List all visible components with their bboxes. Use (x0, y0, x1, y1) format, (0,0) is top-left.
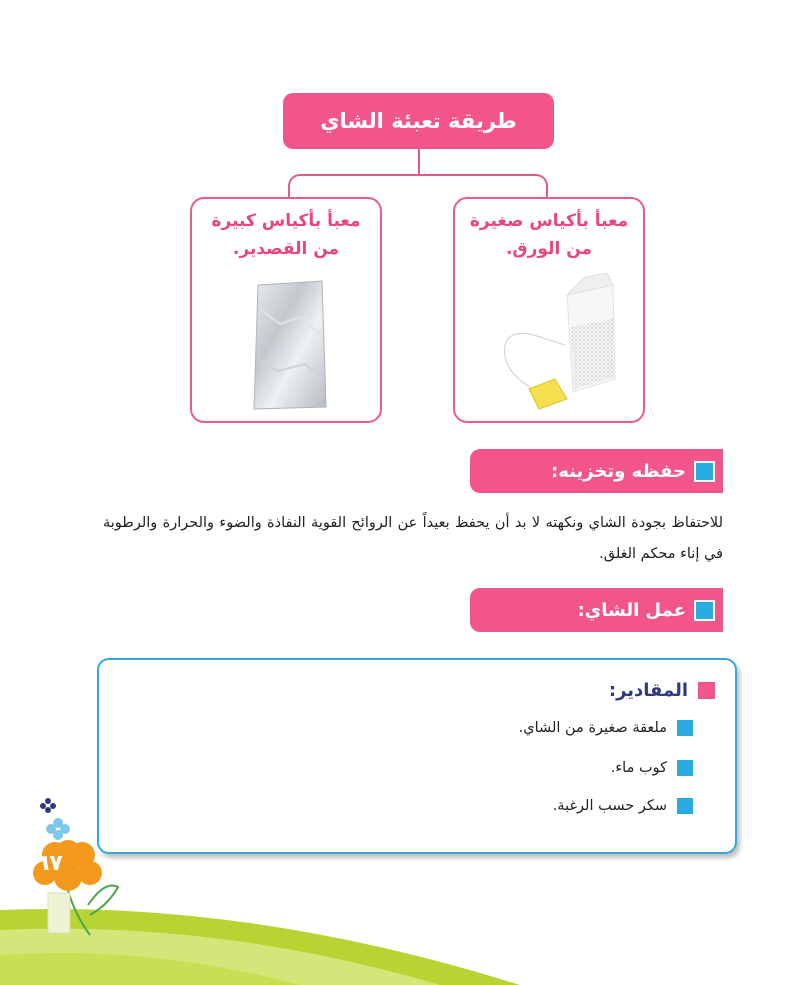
large-foil-bag-box (190, 197, 382, 423)
bullet-square-icon (694, 600, 715, 621)
diagram-title: طريقة تعبئة الشاي (283, 93, 554, 149)
storage-heading-bar (470, 449, 723, 493)
making-heading: عمل الشاي: (577, 599, 686, 621)
small-bag-label-line2: من الورق. (505, 239, 593, 259)
bullet-square-icon (694, 461, 715, 482)
small-bag-label (455, 207, 643, 263)
large-bag-label-line2: من القصدير. (232, 239, 340, 259)
ingredient-item (519, 720, 693, 736)
storage-paragraph: للاحتفاظ بجودة الشاي ونكهته لا بد أن يحفظ بعيداً عن الروائح القوية النفاذة والضوء والحرارة والرطوبة في إناء محكم الغلق. (103, 515, 723, 562)
blue-bullet-icon (677, 760, 693, 776)
ingredients-title-row (609, 680, 715, 701)
blue-bullet-icon (677, 798, 693, 814)
connector-branch (288, 174, 548, 198)
connector-vertical (418, 149, 420, 175)
foil-bag-image (250, 279, 330, 414)
large-bag-label-line1: معبأ بأكياس كبيرة (211, 211, 361, 231)
ingredient-text: كوب ماء. (610, 760, 667, 776)
small-bag-label-line1: معبأ بأكياس صغيرة (469, 211, 629, 231)
ingredient-text: سكر حسب الرغبة. (552, 798, 667, 814)
pink-bullet-icon (698, 682, 715, 699)
small-paper-bag-box (453, 197, 645, 423)
large-bag-label (192, 207, 380, 263)
ingredients-panel (97, 658, 737, 854)
making-heading-bar (470, 588, 723, 632)
ingredient-text: ملعقة صغيرة من الشاي. (518, 720, 667, 736)
ingredient-item (611, 760, 693, 776)
blue-bullet-icon (677, 720, 693, 736)
tea-bag-image (495, 267, 625, 412)
page-number: ٦٧ (36, 851, 63, 876)
ingredients-title: المقادير: (608, 680, 688, 701)
ingredient-item (553, 798, 693, 814)
storage-heading: حفظه وتخزينه: (551, 460, 686, 482)
